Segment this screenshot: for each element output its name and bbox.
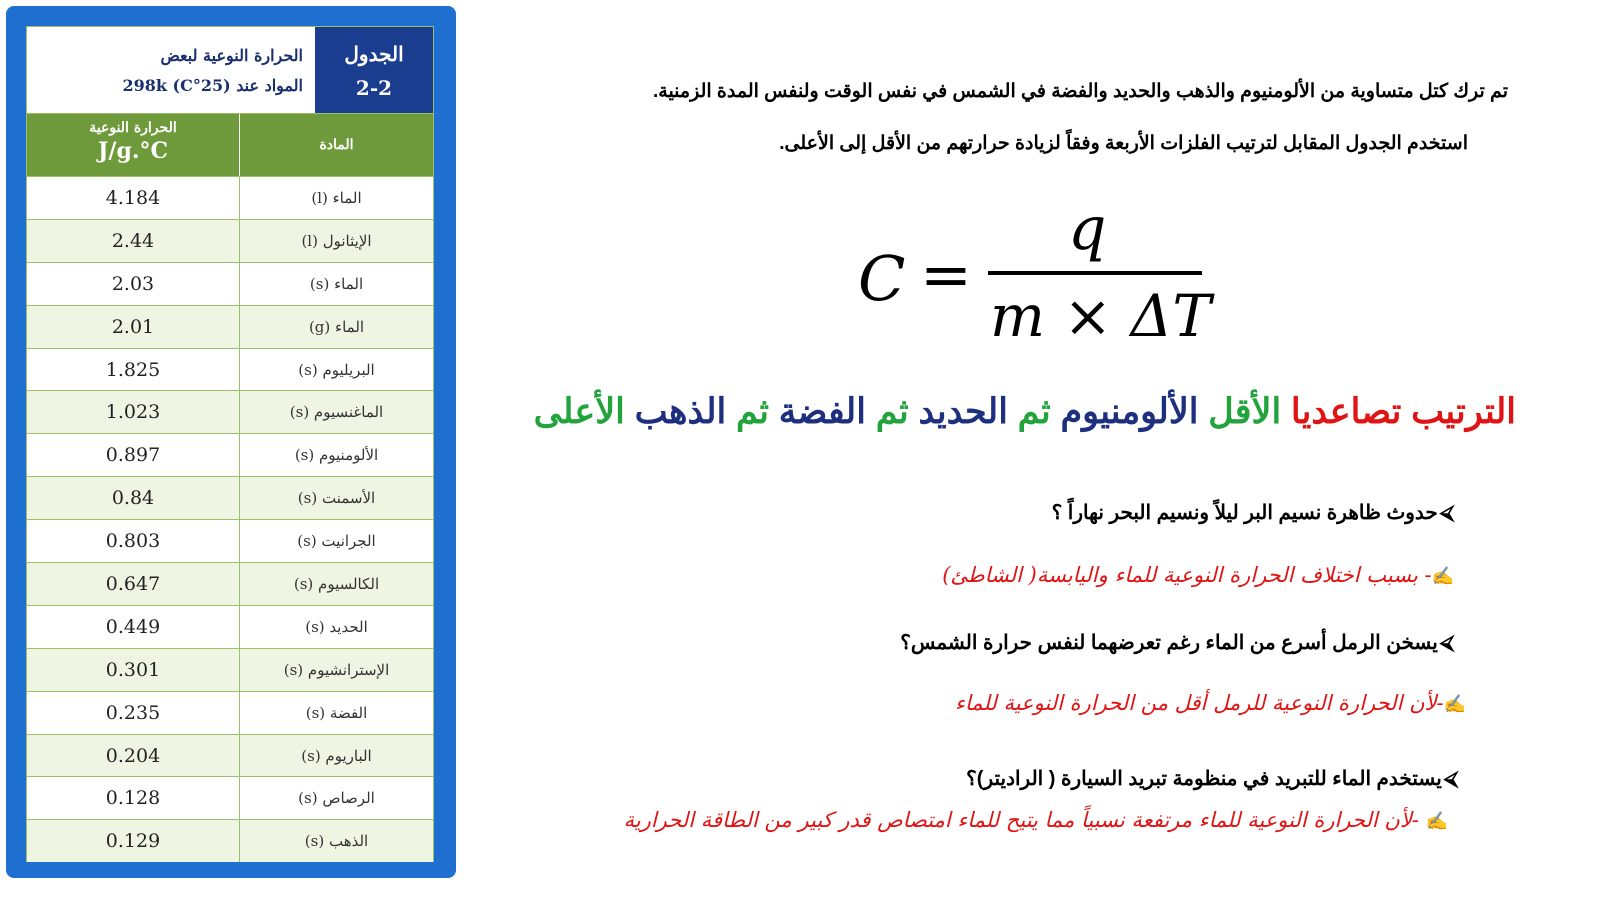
ranking-word-7: الفضة xyxy=(778,392,866,431)
cell-value: 2.01 xyxy=(27,306,240,348)
arrow-icon: ⮘ xyxy=(1439,632,1454,654)
cell-value: 0.301 xyxy=(27,649,240,691)
cell-value: 4.184 xyxy=(27,177,240,219)
formula-delta-t: ΔT xyxy=(1130,282,1212,350)
badge-line-2: 2-2 xyxy=(355,76,393,100)
table-row xyxy=(27,390,433,433)
cell-substance: الكالسيوم (s) xyxy=(293,575,380,594)
formula-mass: m xyxy=(990,282,1045,350)
table-row xyxy=(27,176,433,219)
cell-substance: الفضة (s) xyxy=(305,703,368,722)
table-row xyxy=(27,819,433,862)
cell-substance: الماغنسيوم (s) xyxy=(289,403,384,422)
cell-value: 0.204 xyxy=(27,735,240,777)
cell-value: 0.129 xyxy=(27,820,240,862)
formula-times: × xyxy=(1063,282,1113,350)
ranking-answer xyxy=(534,392,1516,432)
cell-value: 0.84 xyxy=(27,477,240,519)
header-specific-heat-unit: J/g.°C xyxy=(98,138,168,164)
formula-numerator: q xyxy=(1068,194,1107,264)
cell-substance: الألومنيوم (s) xyxy=(294,446,379,465)
table-number-badge xyxy=(315,27,433,113)
table-row xyxy=(27,734,433,777)
cell-substance: الجرانيت (s) xyxy=(297,532,376,551)
caption-line-1: الحرارة النوعية لبعض xyxy=(160,46,303,65)
cell-value: 2.03 xyxy=(27,263,240,305)
table-row xyxy=(27,648,433,691)
question-2 xyxy=(900,630,1454,655)
answer-3-text: -لأن الحرارة النوعية للماء مرتفعة نسبياً مما يتيح للماء امتصاص قدر كبير من الطاقة الحرارية xyxy=(623,808,1426,832)
fraction-bar xyxy=(988,271,1202,275)
cell-value: 1.825 xyxy=(27,349,240,391)
question-3-text: يستخدم الماء للتبريد في منظومة تبريد السيارة ( الراديتر)؟ xyxy=(966,768,1442,790)
ranking-word-6: ثم xyxy=(875,392,909,431)
caption-line-2: المواد عند (25°C) 298k xyxy=(122,76,303,95)
table-body xyxy=(27,176,433,862)
table-row xyxy=(27,605,433,648)
cell-value: 0.803 xyxy=(27,520,240,562)
specific-heat-formula xyxy=(858,194,1218,358)
question-1 xyxy=(1052,500,1454,525)
badge-line-1: الجدول xyxy=(344,42,404,66)
cell-substance: البريليوم (s) xyxy=(298,360,375,379)
header-specific-heat xyxy=(27,114,240,176)
cell-value: 0.449 xyxy=(27,606,240,648)
ranking-word-1: الترتيب تصاعديا xyxy=(1290,392,1516,431)
intro-line-2: استخدم الجدول المقابل لترتيب الفلزات الأربعة وفقاً لزيادة حرارتهم من الأقل إلى الأعلى. xyxy=(779,133,1468,154)
cell-substance: الماء (g) xyxy=(308,317,365,336)
ranking-word-9: الذهب xyxy=(634,392,727,431)
ranking-word-3: الألومنيوم xyxy=(1060,392,1199,431)
cell-substance: الذهب (s) xyxy=(304,832,369,851)
arrow-icon: ⮘ xyxy=(1439,502,1454,524)
table-row xyxy=(27,776,433,819)
pen-icon: ✍ xyxy=(1425,811,1448,832)
answer-2-text: -لأن الحرارة النوعية للرمل أقل من الحرارة النوعية للماء xyxy=(955,691,1444,715)
specific-heat-table xyxy=(26,26,434,862)
table-row xyxy=(27,691,433,734)
cell-value: 0.897 xyxy=(27,434,240,476)
cell-value: 0.128 xyxy=(27,777,240,819)
cell-substance: الباريوم (s) xyxy=(301,746,372,765)
cell-substance: الرصاص (s) xyxy=(298,789,375,808)
header-substance: المادة xyxy=(319,137,354,153)
cell-value: 1.023 xyxy=(27,391,240,433)
table-row xyxy=(27,219,433,262)
intro-line-1: تم ترك كتل متساوية من الألومنيوم والذهب والحديد والفضة في الشمس في نفس الوقت ولنفس المدة الزمنية. xyxy=(652,81,1508,102)
ranking-word-8: ثم xyxy=(735,392,769,431)
answer-3 xyxy=(624,808,1448,832)
table-row xyxy=(27,562,433,605)
pen-icon: ✍ xyxy=(1431,566,1454,587)
table-row xyxy=(27,305,433,348)
answer-2 xyxy=(955,691,1466,715)
cell-substance: الحديد (s) xyxy=(305,617,368,636)
question-3 xyxy=(966,766,1458,791)
question-1-text: حدوث ظاهرة نسيم البر ليلاً ونسيم البحر نهاراً ؟ xyxy=(1051,502,1438,524)
formula-denominator xyxy=(990,282,1211,350)
pen-icon: ✍ xyxy=(1443,694,1466,715)
table-caption xyxy=(27,27,433,114)
cell-substance: الماء (s) xyxy=(309,274,364,293)
cell-value: 0.647 xyxy=(27,563,240,605)
ranking-word-10: الأعلى xyxy=(533,392,625,431)
ranking-word-4: ثم xyxy=(1017,392,1051,431)
specific-heat-table-frame xyxy=(6,6,456,878)
ranking-word-2: الأقل xyxy=(1208,392,1282,431)
arrow-icon: ⮘ xyxy=(1443,768,1458,790)
answer-1-text: - بسبب اختلاف الحرارة النوعية للماء واليابسة( الشاطئ) xyxy=(942,563,1432,587)
formula-equals: = xyxy=(920,238,972,311)
cell-value: 2.44 xyxy=(27,220,240,262)
cell-substance: الإسترانشيوم (s) xyxy=(283,660,390,679)
table-row xyxy=(27,348,433,391)
cell-substance: الماء (l) xyxy=(311,189,362,207)
answer-1 xyxy=(942,563,1454,587)
table-row xyxy=(27,476,433,519)
question-2-text: يسخن الرمل أسرع من الماء رغم تعرضهما لنفس حرارة الشمس؟ xyxy=(900,632,1438,654)
table-caption-text xyxy=(27,27,315,113)
cell-value: 0.235 xyxy=(27,692,240,734)
table-row xyxy=(27,519,433,562)
header-specific-heat-label: الحرارة النوعية xyxy=(89,120,177,136)
ranking-word-5: الحديد xyxy=(918,392,1008,431)
table-row xyxy=(27,262,433,305)
cell-substance: الأسمنت (s) xyxy=(297,489,376,508)
cell-substance: الإيثانول (l) xyxy=(301,231,372,250)
formula-lhs: C xyxy=(858,242,906,315)
table-row xyxy=(27,433,433,476)
table-header-row xyxy=(27,114,433,176)
